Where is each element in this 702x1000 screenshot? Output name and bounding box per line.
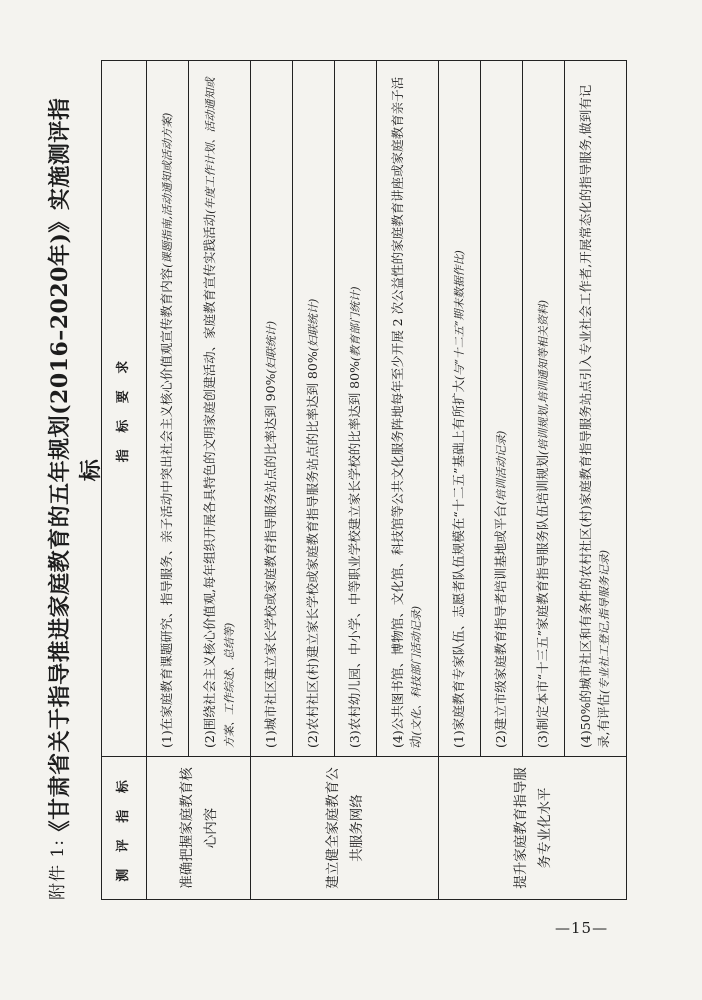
requirement-text: (3)农村幼儿园、中小学、中等职业学校建立家长学校的比率达到 80% [347, 361, 362, 748]
requirement-text: (2)农村社区(村)建立家长学校或家庭教育指导服务站点的比率达到 80% [305, 351, 320, 748]
requirement-text: (1)家庭教育专家队伍、志愿者队伍规模在“十二五”基础上有所扩大 [451, 380, 466, 748]
requirement-cell [293, 61, 335, 757]
header-indicator: 测 评 指 标 [102, 757, 147, 900]
requirement-evidence-note: (妇联统计) [265, 320, 278, 374]
indicator-cell: 准确把握家庭教育核心内容 [147, 757, 251, 900]
requirement-cell [335, 61, 377, 757]
indicator-cell: 提升家庭教育指导服务专业化水平 [439, 757, 627, 900]
requirement-evidence-note: (妇联统计) [307, 298, 320, 352]
requirement-text: (3)制定本市“十三五”家庭教育指导服务队伍培训规划 [535, 455, 550, 748]
requirement-text: (2)建立市级家庭教育指导者培训基地或平台 [493, 505, 508, 748]
requirement-evidence-note: (文化、科技部门活动记录) [410, 605, 423, 736]
requirement-evidence-note: (年度工作计划、活动通知或方案、工作综述、总结等) [203, 77, 236, 748]
requirement-cell [251, 61, 293, 757]
requirement-cell [439, 61, 481, 757]
requirement-text: (1)城市社区建立家长学校或家庭教育指导服务站点的比率达到 90% [263, 373, 278, 748]
requirement-cell [189, 61, 251, 757]
requirement-evidence-note: (课题指南,活动通知或活动方案) [161, 112, 174, 268]
table-row [251, 61, 293, 900]
table-row [439, 61, 481, 900]
requirement-text: (4)50%的城市社区和有条件的农村社区(村)家庭教育指导服务站点引入专业社会工作者,开展常态化的指导服务,做到有记录,有评估 [578, 84, 611, 748]
requirement-cell [565, 61, 627, 757]
rotated-landscape-content [43, 60, 653, 900]
requirement-evidence-note: (与“十二五”期末数据作比) [453, 250, 466, 380]
evaluation-table [101, 60, 627, 900]
requirement-cell [481, 61, 523, 757]
appendix-label: 附件 1: [48, 839, 68, 900]
requirement-evidence-note: (专业社工登记,指导服务记录) [598, 549, 611, 695]
requirement-cell [523, 61, 565, 757]
requirement-text: (1)在家庭教育课题研究、指导服务、亲子活动中突出社会主义核心价值观宣传教育内容 [159, 267, 174, 748]
requirement-cell [377, 61, 439, 757]
header-requirement: 指 标 要 求 [102, 61, 147, 757]
requirement-text: (2)围绕社会主义核心价值观,每年组织开展各具特色的文明家庭创建活动、家庭教育宣传实践活动 [201, 213, 217, 748]
requirement-evidence-note: (培训规划,培训通知等相关资料) [537, 299, 550, 455]
table-header-row [102, 61, 147, 900]
requirement-evidence-note: (培训活动记录) [495, 430, 508, 506]
table-row [147, 61, 189, 900]
indicator-cell: 建立健全家庭教育公共服务网络 [251, 757, 439, 900]
requirement-cell [147, 61, 189, 757]
requirement-text: (4)公共图书馆、博物馆、文化馆、科技馆等公共文化服务阵地每年至少开展 2 次公益性的家庭教育讲座或家庭教育亲子活动 [390, 76, 423, 748]
document-title: 《甘肃省关于指导推进家庭教育的五年规划(2016–2020年)》实施测评指标 [47, 97, 104, 843]
requirement-evidence-note: (教育部门统计) [349, 286, 362, 362]
page-number: —15— [555, 919, 609, 937]
